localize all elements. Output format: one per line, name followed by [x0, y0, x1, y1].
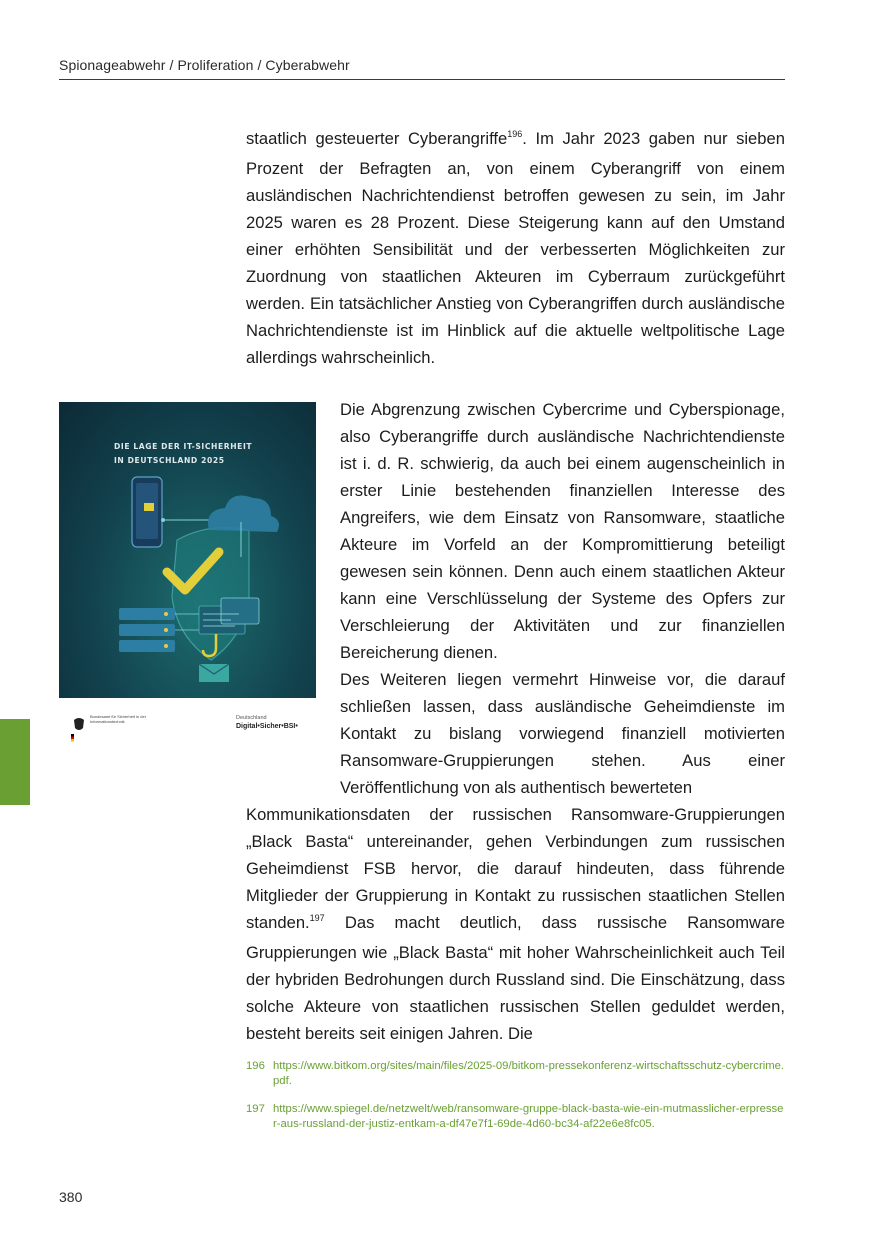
- footnote-link[interactable]: https://www.spiegel.de/netzwelt/web/ransomware-gruppe-black-basta-wie-ein-mutmasslicher-erpresser-aus-russland-der-justiz-entkam-a-df47e7f1-69de-4d60-bc34-af22e6e8fc05.: [273, 1103, 784, 1130]
- chapter-tab-marker: [0, 719, 30, 805]
- footnote-ref-197[interactable]: 197: [309, 913, 325, 923]
- cover-brand-line-1: Deutschland: [236, 715, 267, 721]
- cover-footer: [59, 698, 316, 766]
- page-number: 380: [59, 1189, 83, 1205]
- footnote-number: 196: [246, 1060, 265, 1072]
- cover-title-line-1: DIE LAGE DER IT-SICHERHEIT: [114, 442, 253, 451]
- cover-publisher-label: Bundesamt für Sicherheit in der Informationstechnik: [90, 714, 147, 724]
- footnote-196: [246, 1059, 786, 1089]
- p3-text-c: Das macht deutlich, dass russische Ransomware Gruppierungen wie „Black Basta“ mit hoher Wahrscheinlichkeit auch Teil der hybriden Bedrohungen durch Russland sind. Die Einschätzung, dass solche Akteure von staatlichen russischen Stellen geduldet werden, besteht bereits seit einigen Jahren. Die: [246, 913, 785, 1043]
- p1-text-a: staatlich gesteuerter Cyberangriffe: [246, 129, 508, 148]
- federal-eagle-logo: [71, 716, 87, 742]
- cover-title-line-2: IN DEUTSCHLAND 2025: [114, 456, 225, 465]
- p3-text-b: Kommunikationsdaten der russischen Ransomware-Gruppierungen „Black Basta“ untereinander, gehen Verbindungen zum russischen Geheimdienst FSB hervor, die darauf hindeuten, dass führende Mitglieder der Gruppierung in Kontakt zu russischen staatlichen Stellen standen.: [246, 805, 785, 932]
- cover-title: [114, 440, 294, 468]
- header-rule: [59, 79, 785, 80]
- body-paragraph-1: [246, 125, 785, 371]
- p1-text-b: . Im Jahr 2023 gaben nur sieben Prozent der Befragten an, von einem Cyberangriff von einem ausländischen Nachrichtendienst betroffen gewesen zu sein, im Jahr 2025 waren es 28 Prozent. Diese Steigerung kann auf den Umstand einer erhöhten Sensibilität und der verbesserten Möglichkeiten zur Zuordnung von staatlichen Akteuren im Cyberraum zurückgeführt werden. Ein tatsächlicher Anstieg von Cyberangriffen durch ausländische Nachrichtendienste ist im Hinblick auf die aktuelle weltpolitische Lage allerdings wahrscheinlich.: [246, 129, 785, 367]
- footnote-ref-196[interactable]: 196: [507, 129, 523, 139]
- running-head: Spionageabwehr / Proliferation / Cyberabwehr: [59, 57, 350, 73]
- p2-text: Die Abgrenzung zwischen Cybercrime und Cyberspionage, also Cyberangriffe durch ausländische Nachrichtendienste ist i. d. R. schwierig, da auch bei einem augenscheinlich in erster Linie bestehenden finanziellen Interesse des Angreifers, wie dem Einsatz von Ransomware, staatliche Akteure im Vorfeld an der Kompromittierung beteiligt gewesen sein können. Denn auch einem staatlichen Akteur kann eine Verschlüsselung der Systeme des Opfers zur Verschleierung der Aktivitäten und zur finanziellen Bereicherung dienen.: [340, 400, 785, 662]
- body-paragraph-2: [340, 396, 785, 801]
- report-cover-image: [59, 402, 316, 766]
- cover-brand-line-2: Digital•Sicher•BSI•: [236, 723, 298, 730]
- footnote-link[interactable]: https://www.bitkom.org/sites/main/files/2025-09/bitkom-pressekonferenz-wirtschaftsschutz-cybercrime.pdf.: [273, 1060, 785, 1087]
- body-paragraph-3-continued: [246, 801, 785, 1047]
- footnote-197: [246, 1102, 786, 1132]
- footnote-number: 197: [246, 1103, 265, 1115]
- p3-text-a: Des Weiteren liegen vermehrt Hinweise vor, die darauf schließen lassen, dass ausländische Geheimdienste im Kontakt zu bislang vorwiegend finanziell motivierten Ransomware-Gruppierungen stehen. Aus einer Veröffentlichung von als authentisch bewerteten: [340, 670, 785, 797]
